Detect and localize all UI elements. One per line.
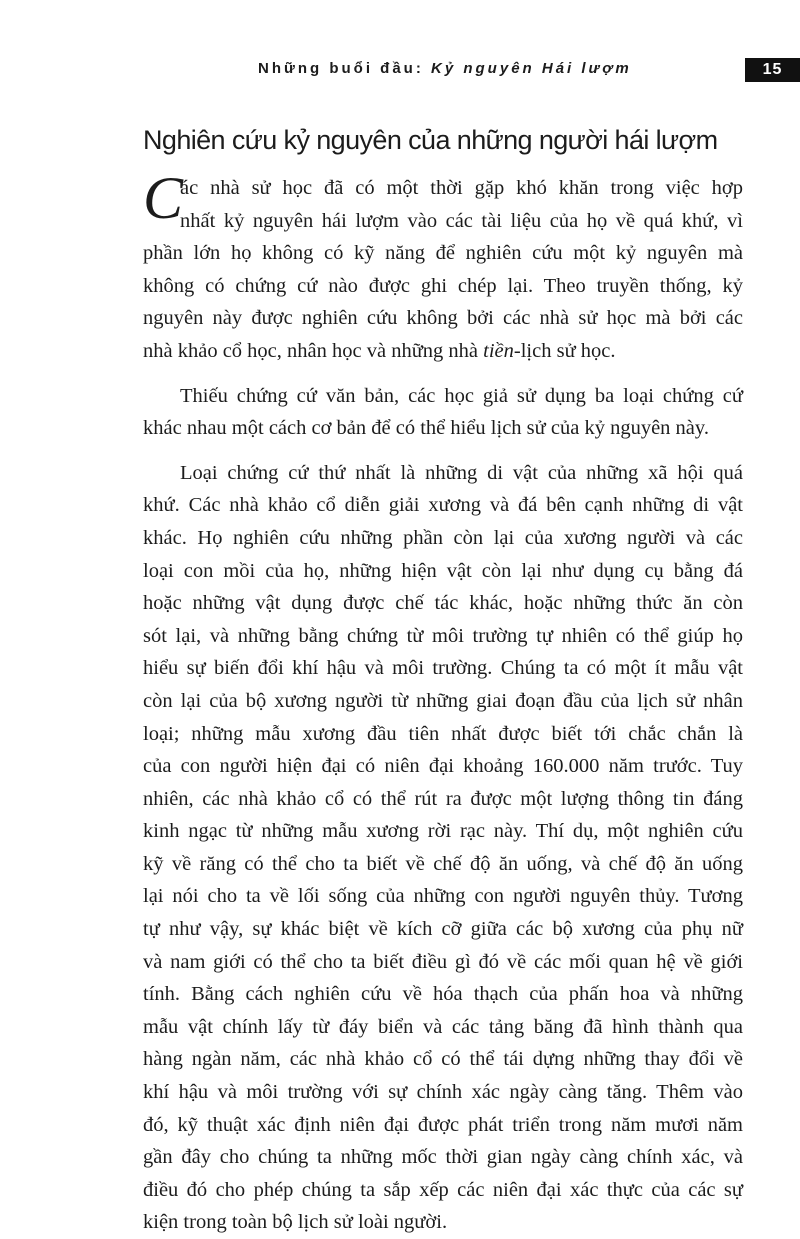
text-line: không có chứng cứ nào được ghi chép lại. Theo truyền thống, kỷ [143,274,743,297]
paragraph-2 [143,380,743,445]
text-line: nhất kỷ nguyên hái lượm vào các tài liệu của họ về quá khứ, vì [180,209,743,232]
text-line: hiểu sự biến đổi khí hậu và môi trường. Chúng ta có một ít mẫu vật [143,657,743,680]
text-line: khác. Họ nghiên cứu những phần còn lại của xương người và các [143,526,743,549]
body-text [143,165,743,1239]
running-subtitle: Kỷ nguyên Hái lượm [431,60,632,77]
text-line [143,335,743,368]
paragraph-gap [143,368,743,380]
text-line: ác nhà sử học đã có một thời gặp khó khăn trong việc hợp [180,177,743,199]
text-line: Thiếu chứng cứ văn bản, các học giả sử dụng ba loại chứng cứ [180,384,743,407]
section-title: Nghiên cứu kỷ nguyên của những người hái lượm [143,125,718,155]
page-number: 15 [745,58,800,82]
text-line: đó, kỹ thuật xác định niên đại được phát triển trong năm mươi năm [143,1113,743,1136]
text-line: nhiên, các nhà khảo cổ có thể rút ra được một lượng thông tin đáng [143,787,743,810]
drop-cap: C [143,165,184,231]
text-line: kiện trong toàn bộ lịch sử loài người. [143,1211,448,1234]
text-line: kinh ngạc từ những mẫu xương rời rạc này. Thí dụ, một nghiên cứu [143,820,743,843]
text-line: sót lại, và những bằng chứng từ môi trường tự nhiên có thể giúp họ [143,624,743,647]
text-line: khác nhau một cách cơ bản để có thể hiểu lịch sử của kỷ nguyên này. [143,417,709,440]
text-line: khứ. Các nhà khảo cổ diễn giải xương và đá bên cạnh những di vật [143,494,743,517]
text-line: mẫu vật chính lấy từ đáy biển và các tảng băng đã hình thành qua [143,1015,743,1038]
paragraph-3 [143,457,743,1239]
text-line: phần lớn họ không có kỹ năng để nghiên cứu một kỷ nguyên mà [143,242,743,265]
text-line: còn lại của bộ xương người từ những giai đoạn đầu của lịch sử nhân [143,689,743,712]
paragraph-1 [143,165,743,368]
emphasis-text: tiền [483,339,514,362]
text-line: gần đây cho chúng ta những mốc thời gian ngày càng chính xác, và [143,1146,743,1169]
text-fragment: nhà khảo cổ học, nhân học và những nhà [143,339,484,362]
text-line: tự như vậy, sự khác biệt về kích cỡ giữa các bộ xương của phụ nữ [143,918,743,941]
text-line: điều đó cho phép chúng ta sắp xếp các niên đại xác thực của các sự [143,1178,743,1201]
text-line: khí hậu và môi trường với sự chính xác ngày càng tăng. Thêm vào [143,1081,743,1104]
text-line: kỹ về răng có thể cho ta biết về chế độ ăn uống, và chế độ ăn uống [143,852,743,875]
text-line: của con người hiện đại có niên đại khoảng 160.000 năm trước. Tuy [143,755,743,778]
text-line: hàng ngàn năm, các nhà khảo cổ có thể tái dựng những thay đổi về [143,1048,743,1071]
running-title: Những buổi đầu: [258,60,424,77]
text-line: tính. Bằng cách nghiên cứu về hóa thạch của phấn hoa và những [143,983,743,1006]
text-line: nguyên này được nghiên cứu không bởi các nhà sử học mà bởi các [143,307,743,330]
text-line: và nam giới có thể cho ta biết điều gì đó về các mối quan hệ về giới [143,950,743,973]
text-line: loại; những mẫu xương đầu tiên nhất được biết tới chắc chắn là [143,722,743,745]
paragraph-gap [143,445,743,457]
text-line: lại nói cho ta về lối sống của những con người nguyên thủy. Tương [143,885,743,908]
running-head [258,58,632,80]
text-line: loại con mồi của họ, những hiện vật còn lại như dụng cụ bằng đá [143,559,743,582]
text-line: hoặc những vật dụng được chế tác khác, hoặc những thức ăn còn [143,592,743,615]
text-fragment: -lịch sử học. [513,339,616,362]
text-line: Loại chứng cứ thứ nhất là những di vật của những xã hội quá [180,461,743,484]
